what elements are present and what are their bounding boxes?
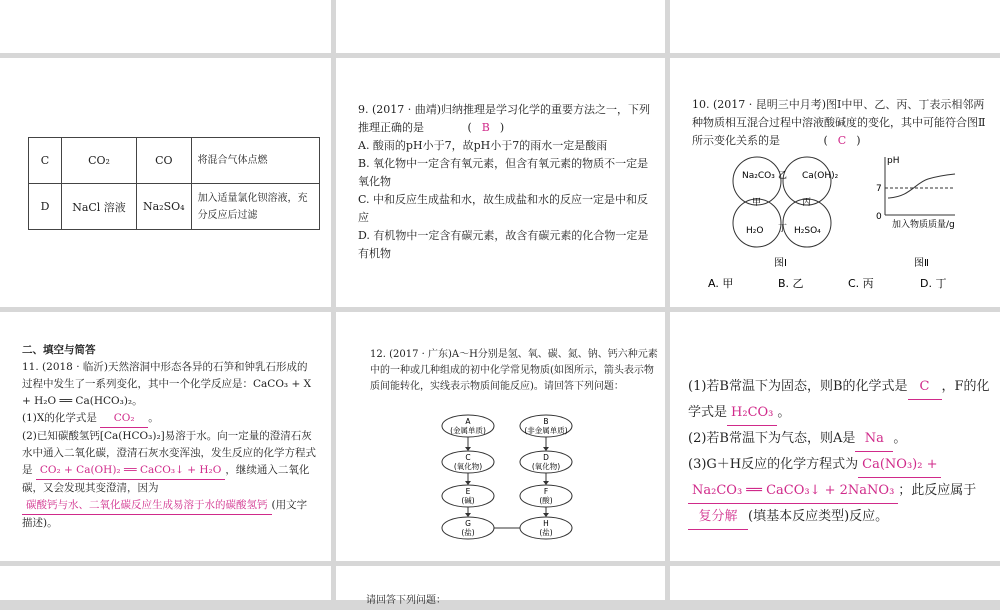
node-a-id: A <box>465 417 471 426</box>
q10-option-d: D. 丁 <box>920 277 947 290</box>
q12-p3-answer2: Na₂CO₃ ══ CaCO₃↓ + 2NaNO₃ <box>688 478 898 504</box>
q12-p1b: ，F的化学式是 <box>688 379 990 420</box>
q12-p3: (3)G＋H反应的化学方程式为 <box>688 457 859 472</box>
fig2-caption: 图Ⅱ <box>914 258 929 269</box>
arrowhead <box>465 447 471 451</box>
q11-p1-answer: CO₂ <box>100 410 148 428</box>
node-f-sub: (酸) <box>539 496 553 505</box>
node-h-id: H <box>543 519 549 528</box>
q9-option-b: B. 氧化物中一定含有氧元素，但含有氧元素的物质不一定是氧化物 <box>358 157 649 188</box>
arrowhead <box>465 481 471 485</box>
table-cell: Na₂SO₄ <box>137 184 192 230</box>
q9-option-c: C. 中和反应生成盐和水，故生成盐和水的反应一定是中和反应 <box>358 193 649 224</box>
table-cell: CO <box>137 138 192 184</box>
node-e-id: E <box>465 487 471 496</box>
q10-option-a: A. 甲 <box>708 277 734 290</box>
q12-p1b-answer: H₂CO₃ <box>727 400 777 426</box>
q9-option-a: A. 酸雨的pH小于7，故pH小于7的雨水一定是酸雨 <box>358 139 608 152</box>
q11-p2-end: (用文字描述)。 <box>22 499 308 529</box>
node-a-sub: (金属单质) <box>450 426 486 435</box>
q11-p2-mid: ，继续通入二氧化碳，又会发现其变澄清，因为 <box>22 464 310 494</box>
table-cell: CO₂ <box>62 138 137 184</box>
venn-label-na2co3: Na₂CO₃ <box>742 171 775 181</box>
panel-q12 <box>336 312 665 561</box>
q12-p3-answer3: 复分解 <box>688 504 748 530</box>
panel-q11 <box>0 312 331 561</box>
q12-p3-mid: ；此反应属于 <box>898 483 977 498</box>
q9-answer: B <box>481 121 490 134</box>
fig1-caption: 图Ⅰ <box>774 258 787 269</box>
graph-origin: 0 <box>876 212 882 222</box>
q12-p1a: (1)若B常温下为固态，则B的化学式是 <box>688 379 908 394</box>
option-table <box>28 137 320 230</box>
q11-p2-answer2: 碳酸钙与水、二氧化碳反应生成易溶于水的碳酸氢钙 <box>22 497 272 515</box>
node-b-sub: (非金属单质) <box>524 426 568 435</box>
node-h-sub: (盐) <box>539 528 553 537</box>
venn-region-bing: 丙 <box>802 198 812 208</box>
node-c-sub: (氧化物) <box>453 462 483 471</box>
table-cell: 加入适量氯化钡溶液，充分反应后过滤 <box>191 184 319 230</box>
q10-answer: C <box>837 134 847 147</box>
node-d-id: D <box>543 453 549 462</box>
table-row <box>29 184 320 230</box>
q10-text: 10. (2017 · 昆明三中月考)图Ⅰ中甲、乙、丙、丁表示相邻两种物质相互混合过程中溶液酸碱度的变化，其中可能符合图Ⅱ所示变化关系的是 ( C ) <box>692 98 986 147</box>
table-cell: NaCl 溶液 <box>62 184 137 230</box>
graph-xlabel: 加入物质质量/g <box>892 220 955 230</box>
q11-p2-text: (2)已知碳酸氢钙[Ca(HCO₃)₂]易溶于水。向一定量的澄清石灰水中通入二氧化碳，澄清石灰水变浑浊，发生反应的化学方程式是 <box>22 430 316 476</box>
arrowhead <box>543 513 549 517</box>
graph-tick-7: 7 <box>876 184 882 194</box>
q10-figures <box>670 153 1000 307</box>
venn-region-yi: 乙 <box>778 171 788 181</box>
panel-table <box>0 58 331 307</box>
panel-q9 <box>336 58 665 307</box>
table-cell: D <box>29 184 62 230</box>
section-title: 二、填空与简答 <box>22 344 96 356</box>
q12-p2-answer: Na <box>855 426 893 452</box>
q12-text: 12. (2017 · 广东)A～H分别是氢、氧、碳、氮、钠、钙六种元素中的一种或几种组成的初中化学常见物质(如图所示，箭头表示物质间能转化，实线表示物质间能反应)。请回答下列问题： <box>370 349 658 392</box>
venn-region-jia: 甲 <box>752 198 762 208</box>
q9-text: 9. (2017 · 曲靖)归纳推理是学习化学的重要方法之一，下列推理正确的是 ( B ) A. 酸雨的pH小于7，故pH小于7的雨水一定是酸雨 B. 氧化物中一定含有氧元素，但含有氧元素的物质不一定是氧化物 C. 中和反应生成盐和水，故生成盐和水的反应一定是中和反应 D. 有机物中一定含有碳元素，故含有碳元素的化合物一定是有机物 <box>358 101 658 263</box>
q11-p1-prefix: (1)X的化学式是 <box>22 412 97 424</box>
table-row <box>29 138 320 184</box>
venn-label-h2o: H₂O <box>746 226 764 236</box>
panel-q10 <box>670 58 1000 307</box>
node-e-sub: (碱) <box>461 496 475 505</box>
bottom-cell-right <box>670 566 1000 600</box>
node-g-id: G <box>465 519 471 528</box>
graph-ylabel: pH <box>887 156 900 166</box>
q12-p3-answer1: Ca(NO₃)₂ + <box>858 452 941 478</box>
table-cell: 将混合气体点燃 <box>191 138 319 184</box>
bottom-cell-middle <box>336 566 665 606</box>
bottom-cell-left <box>0 566 331 600</box>
q11-p2-answer: CO₂ + Ca(OH)₂ ══ CaCO₃↓ + H₂O <box>36 462 226 480</box>
venn-label-caoh2: Ca(OH)₂ <box>802 171 839 181</box>
q12-p3-end: (填基本反应类型)反应。 <box>748 509 889 524</box>
node-c-id: C <box>465 453 471 462</box>
q9-option-d: D. 有机物中一定含有碳元素，故含有碳元素的化合物一定是有机物 <box>358 229 649 260</box>
q12-answer-text: (1)若B常温下为固态，则B的化学式是 C ，F的化学式是 H₂CO₃ 。 (2)若B常温下为气态，则A是 Na 。 (3)G＋H反应的化学方程式为 Ca(NO₃)₂ + Na₂CO₃ ══ CaCO₃↓ + 2NaNO₃ ；此反应属于复分解 (填基本反应类型)反应。 <box>688 374 992 530</box>
node-g-sub: (盐) <box>461 528 475 537</box>
top-cell-middle <box>336 0 665 53</box>
q10-header: 10. (2017 · 昆明三中月考)图Ⅰ中甲、乙、丙、丁表示相邻两种物质相互混合过程中溶液酸碱度的变化，其中可能符合图Ⅱ所示变化关系的是 <box>692 98 986 147</box>
q12-p2: (2)若B常温下为气态，则A是 <box>688 431 856 446</box>
q11-stem: 11. (2018 · 临沂)天然溶洞中形态各异的石笋和钟乳石形成的过程中发生了一系列变化，其中一个化学反应是：CaCO₃ + X + H₂O ══ Ca(HCO₃)₂。 <box>22 361 312 407</box>
top-cell-right <box>670 0 1000 53</box>
q11-text: 二、填空与简答 11. (2018 · 临沂)天然溶洞中形态各异的石笋和钟乳石形成的过程中发生了一系列变化，其中一个化学反应是：CaCO₃ + X + H₂O ══ Ca(HCO₃)₂。 (1)X的化学式是 CO₂ 。 (2)已知碳酸氢钙[Ca(HCO₃)₂]易溶于水。向一定量的澄清石灰水中通入二氧化碳，澄清石灰水变浑浊，发生反应的化学方程式是 CO₂ + Ca(OH)₂ ══ CaCO₃↓ + H₂O ，继续通入二氧化碳，又会发现其变澄清，因为 碳酸钙与水、二氧化碳反应生成易溶于水的碳酸氢钙 (用文字描述)。 <box>22 344 316 529</box>
q12-p1a-answer: C <box>908 374 942 400</box>
panel-q12-answers <box>670 312 1000 561</box>
ph-curve <box>888 174 955 198</box>
q10-option-b: B. 乙 <box>778 277 804 290</box>
node-f-id: F <box>543 487 549 496</box>
arrowhead <box>543 481 549 485</box>
node-b-id: B <box>543 417 549 426</box>
node-d-sub: (氧化物) <box>531 462 561 471</box>
q9-header: 9. (2017 · 曲靖)归纳推理是学习化学的重要方法之一，下列推理正确的是 <box>358 103 651 134</box>
arrowhead <box>543 447 549 451</box>
q10-option-c: C. 丙 <box>848 277 874 290</box>
top-cell-left <box>0 0 331 53</box>
venn-region-ding: 丁 <box>778 224 788 234</box>
venn-label-h2so4: H₂SO₄ <box>794 226 821 236</box>
q12-diagram <box>336 412 665 552</box>
table-cell: C <box>29 138 62 184</box>
arrowhead <box>465 513 471 517</box>
bottom-partial-text: 请回答下列问题： <box>366 595 446 606</box>
